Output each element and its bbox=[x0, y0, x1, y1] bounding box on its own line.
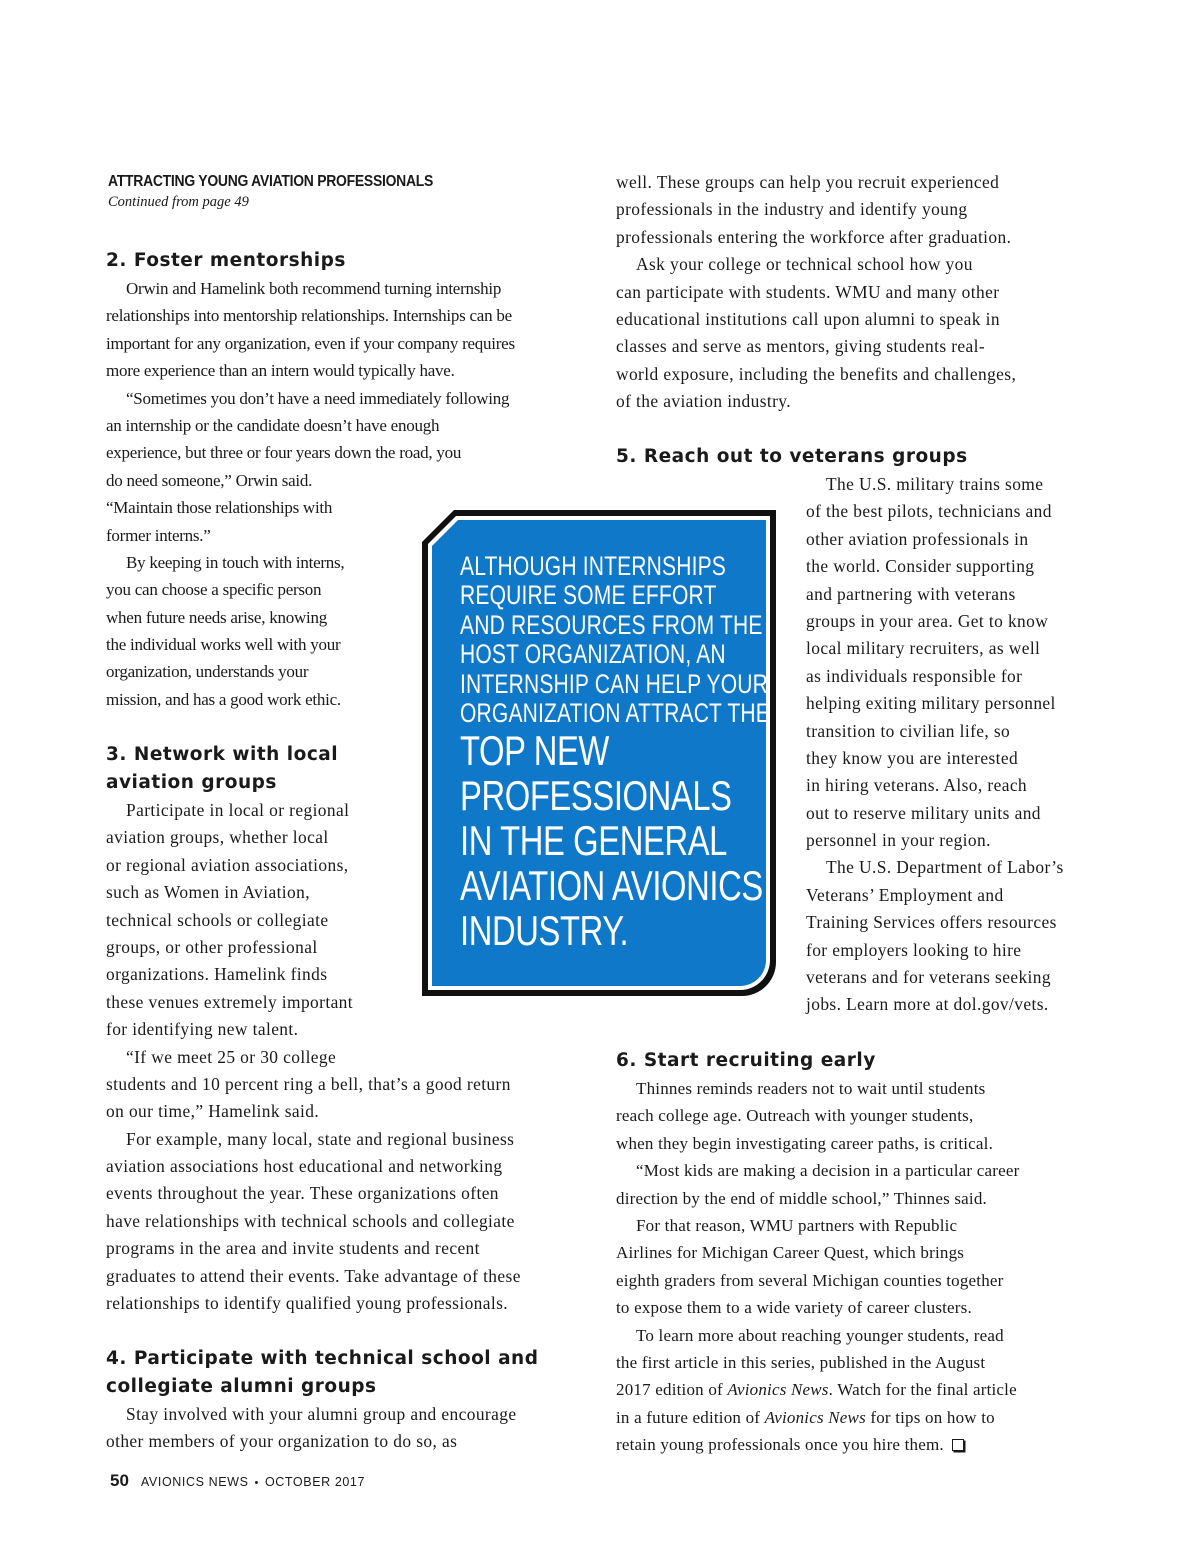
body-line: “If we meet 25 or 30 college bbox=[126, 1046, 337, 1067]
section-5-heading: 5. Reach out to veterans groups bbox=[616, 446, 968, 467]
body-line: Participate in local or regional bbox=[126, 800, 350, 820]
body-line: experience, but three or four years down the road, you bbox=[106, 443, 462, 463]
body-text: . Watch for the final article bbox=[828, 1380, 1017, 1400]
body-line: For example, many local, state and regional business bbox=[126, 1128, 515, 1149]
body-line: former interns.” bbox=[106, 525, 211, 545]
section-4-body bbox=[106, 1401, 538, 1456]
body-line: Training Services offers resources bbox=[806, 912, 1057, 933]
publication-name: AVIONICS NEWS bbox=[140, 1475, 249, 1489]
body-line: when they begin investigating career paths, is critical. bbox=[616, 1133, 994, 1153]
section-kicker: ATTRACTING YOUNG AVIATION PROFESSIONALS bbox=[108, 173, 434, 190]
body-line: groups, or other professional bbox=[106, 936, 318, 957]
body-line: events throughout the year. These organizations often bbox=[106, 1183, 499, 1204]
body-line: eighth graders from several Michigan counties together bbox=[616, 1270, 1004, 1290]
body-line: Thinnes reminds readers not to wait until students bbox=[636, 1079, 986, 1098]
body-line: in hiring veterans. Also, reach bbox=[806, 775, 1028, 796]
pull-quote bbox=[460, 551, 770, 955]
body-line: Veterans’ Employment and bbox=[806, 884, 1004, 905]
body-line: or regional aviation associations, bbox=[106, 854, 349, 875]
body-line: programs in the area and invite students and recent bbox=[106, 1238, 480, 1259]
issue-date: OCTOBER 2017 bbox=[264, 1475, 366, 1489]
body-line: students and 10 percent ring a bell, that’s a good return bbox=[106, 1073, 511, 1094]
heading-line: collegiate alumni groups bbox=[106, 1376, 377, 1397]
footer-bullet: • bbox=[254, 1477, 259, 1489]
body-line: reach college age. Outreach with younger students, bbox=[616, 1106, 974, 1126]
section-6-body bbox=[616, 1075, 1019, 1458]
body-line: the individual works well with your bbox=[106, 635, 341, 655]
body-line: jobs. Learn more at dol.gov/vets. bbox=[806, 994, 1049, 1015]
section-6 bbox=[616, 1047, 1019, 1458]
body-line: aviation groups, whether local bbox=[106, 827, 329, 848]
pull-quote-line: REQUIRE SOME EFFORT bbox=[460, 580, 717, 611]
pull-quote-line: HOST ORGANIZATION, AN bbox=[460, 639, 726, 670]
body-text: retain young professionals once you hire them. bbox=[616, 1435, 944, 1455]
body-line: you can choose a specific person bbox=[106, 580, 322, 600]
body-line: important for any organization, even if your company requires bbox=[106, 333, 515, 353]
pull-quote-line: ALTHOUGH INTERNSHIPS bbox=[460, 551, 727, 581]
body-line: Orwin and Hamelink both recommend turning internship bbox=[126, 279, 502, 298]
body-line: graduates to attend their events. Take advantage of these bbox=[106, 1265, 521, 1286]
pull-quote-emphasis-line: PROFESSIONALS bbox=[460, 772, 732, 820]
body-line: helping exiting military personnel bbox=[806, 693, 1056, 714]
body-line: Airlines for Michigan Career Quest, which brings bbox=[616, 1243, 965, 1263]
body-line: other members of your organization to do so, as bbox=[106, 1431, 458, 1452]
body-line: To learn more about reaching younger students, read bbox=[636, 1325, 1004, 1345]
body-text: in a future edition of bbox=[616, 1407, 765, 1427]
page-number: 50 bbox=[110, 1471, 129, 1490]
section-6-heading: 6. Start recruiting early bbox=[616, 1050, 876, 1071]
pull-quote-line: ORGANIZATION ATTRACT THE bbox=[460, 698, 770, 729]
body-line: personnel in your region. bbox=[806, 830, 991, 851]
body-line: mission, and has a good work ethic. bbox=[106, 689, 341, 709]
pull-quote-line: INTERNSHIP CAN HELP YOUR bbox=[460, 668, 769, 699]
body-line: veterans and for veterans seeking bbox=[806, 967, 1051, 988]
body-line: an internship or the candidate doesn’t have enough bbox=[106, 415, 440, 435]
body-line: have relationships with technical schools and collegiate bbox=[106, 1210, 515, 1231]
body-line: By keeping in touch with interns, bbox=[126, 552, 345, 572]
section-4-heading bbox=[106, 1345, 538, 1401]
body-line: do need someone,” Orwin said. bbox=[106, 470, 313, 490]
body-line: can participate with students. WMU and many other bbox=[616, 281, 1000, 302]
body-line: relationships into mentorship relationships. Internships can be bbox=[106, 306, 512, 326]
pull-quote-emphasis-line: TOP NEW bbox=[460, 727, 609, 775]
body-text: 2017 edition of bbox=[616, 1380, 728, 1400]
publication-title: Avionics News bbox=[764, 1407, 866, 1427]
body-line bbox=[616, 1404, 1019, 1431]
body-line: classes and serve as mentors, giving students real- bbox=[616, 336, 986, 357]
section-5-body bbox=[806, 471, 1064, 1019]
body-line: well. These groups can help you recruit experienced bbox=[616, 172, 1000, 192]
continued-note: Continued from page 49 bbox=[108, 194, 249, 210]
body-line: “Most kids are making a decision in a particular career bbox=[636, 1161, 1020, 1181]
pull-quote-emphasis-line: INDUSTRY. bbox=[460, 907, 629, 955]
body-line: aviation associations host educational and networking bbox=[106, 1156, 503, 1177]
body-line: the world. Consider supporting bbox=[806, 556, 1035, 577]
pull-quote-emphasis-line: AVIATION AVIONICS bbox=[460, 862, 763, 910]
body-line: educational institutions call upon alumni to speak in bbox=[616, 308, 1000, 329]
body-line bbox=[616, 1376, 1019, 1403]
body-line: local military recruiters, as well bbox=[806, 638, 1041, 659]
page-footer bbox=[110, 1471, 365, 1491]
body-line: for employers looking to hire bbox=[806, 939, 1022, 960]
body-line: as individuals responsible for bbox=[806, 665, 1023, 686]
body-line: organization, understands your bbox=[106, 662, 309, 682]
heading-line: 3. Network with local bbox=[106, 744, 339, 765]
body-line: other aviation professionals in bbox=[806, 528, 1029, 549]
body-line: for identifying new talent. bbox=[106, 1019, 299, 1040]
body-line: these venues extremely important bbox=[106, 991, 354, 1012]
body-line: transition to civilian life, so bbox=[806, 720, 1011, 741]
pull-quote-line: AND RESOURCES FROM THE bbox=[460, 609, 763, 640]
body-line: of the aviation industry. bbox=[616, 391, 792, 412]
body-line: organizations. Hamelink finds bbox=[106, 964, 328, 985]
body-line: groups in your area. Get to know bbox=[806, 610, 1049, 631]
body-line: world exposure, including the benefits and challenges, bbox=[616, 363, 1017, 384]
end-mark-icon bbox=[952, 1439, 964, 1451]
body-line: the first article in this series, published in the August bbox=[616, 1352, 986, 1372]
heading-line: aviation groups bbox=[106, 772, 277, 793]
body-line: they know you are interested bbox=[806, 747, 1019, 768]
body-line: For that reason, WMU partners with Republic bbox=[636, 1215, 958, 1235]
body-line: such as Women in Aviation, bbox=[106, 882, 310, 903]
body-line bbox=[616, 1431, 1019, 1458]
heading-line: 4. Participate with technical school and bbox=[106, 1348, 539, 1369]
body-line: out to reserve military units and bbox=[806, 802, 1041, 823]
body-line: The U.S. military trains some bbox=[826, 474, 1044, 494]
section-4-continued bbox=[616, 169, 1016, 416]
body-line: professionals in the industry and identify young bbox=[616, 199, 968, 220]
pull-quote-emphasis-line: IN THE GENERAL bbox=[460, 817, 728, 865]
publication-title: Avionics News bbox=[727, 1380, 829, 1400]
body-line: Ask your college or technical school how you bbox=[636, 254, 973, 275]
body-line: professionals entering the workforce after graduation. bbox=[616, 226, 1012, 247]
body-line: Stay involved with your alumni group and encourage bbox=[126, 1404, 517, 1424]
body-line: of the best pilots, technicians and bbox=[806, 501, 1052, 522]
body-line: The U.S. Department of Labor’s bbox=[826, 857, 1064, 878]
body-line: technical schools or collegiate bbox=[106, 909, 329, 930]
section-2-heading: 2. Foster mentorships bbox=[106, 250, 346, 271]
body-line: and partnering with veterans bbox=[806, 583, 1016, 604]
body-line: “Maintain those relationships with bbox=[106, 498, 333, 518]
body-line: when future needs arise, knowing bbox=[106, 607, 327, 627]
body-line: “Sometimes you don’t have a need immediately following bbox=[126, 388, 510, 408]
body-line: relationships to identify qualified young professionals. bbox=[106, 1293, 509, 1314]
body-line: more experience than an intern would typically have. bbox=[106, 361, 455, 381]
body-line: to expose them to a wide variety of career clusters. bbox=[616, 1298, 972, 1318]
body-text: for tips on how to bbox=[865, 1407, 995, 1427]
body-line: on our time,” Hamelink said. bbox=[106, 1101, 320, 1122]
section-4 bbox=[106, 1345, 538, 1456]
body-line: direction by the end of middle school,” Thinnes said. bbox=[616, 1188, 987, 1208]
